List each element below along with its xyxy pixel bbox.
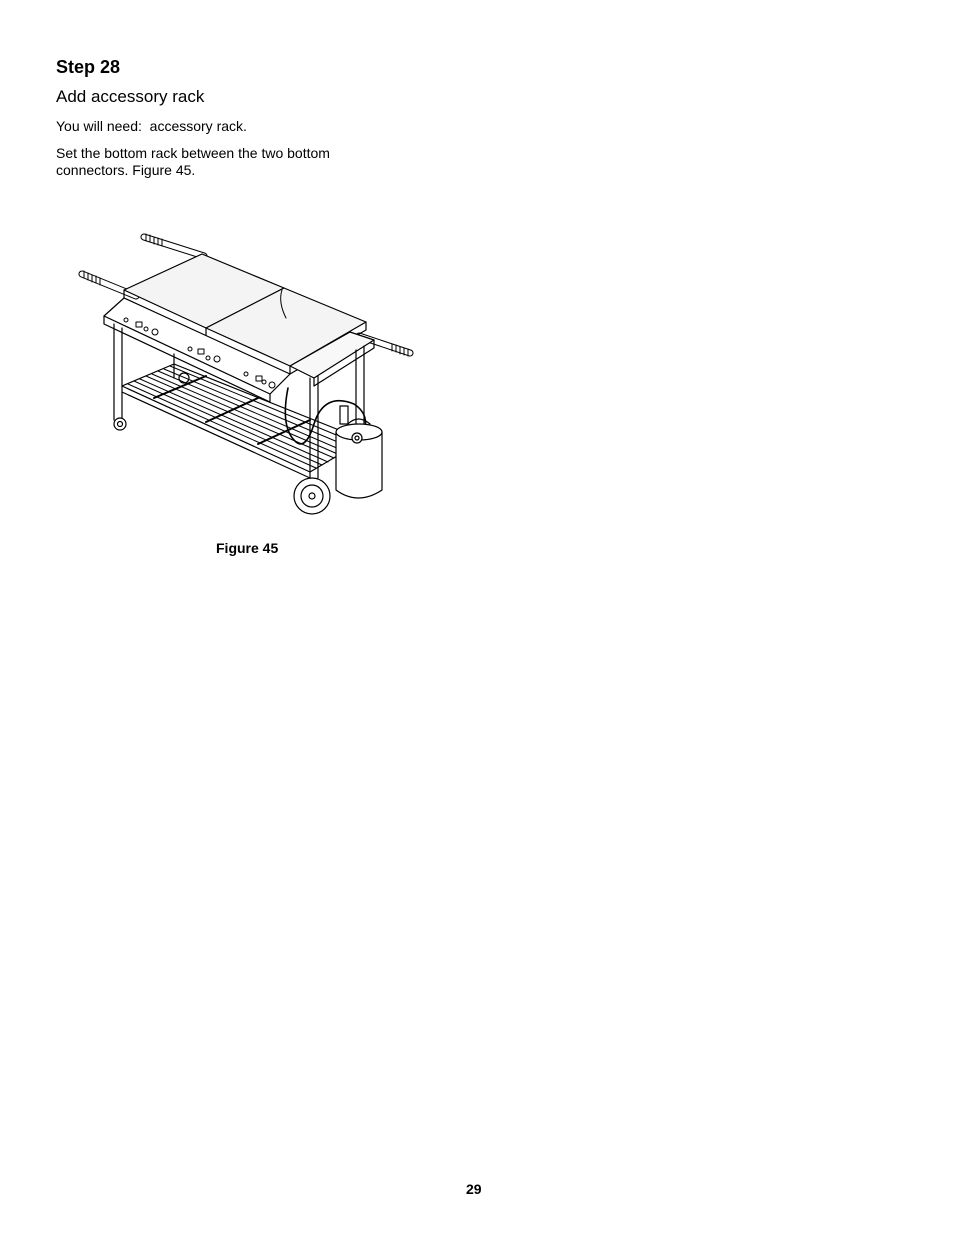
figure-45-illustration: [74, 228, 416, 520]
grill-cart-icon: [74, 228, 416, 520]
figure-caption: Figure 45: [216, 540, 279, 556]
step-title: Step 28: [56, 57, 121, 77]
required-parts-text: You will need: accessory rack.: [56, 118, 247, 134]
instruction-text: Set the bottom rack between the two bottom connectors. Figure 45.: [56, 145, 330, 178]
step-subtitle: Add accessory rack: [56, 87, 205, 106]
page-number: 29: [466, 1181, 482, 1197]
